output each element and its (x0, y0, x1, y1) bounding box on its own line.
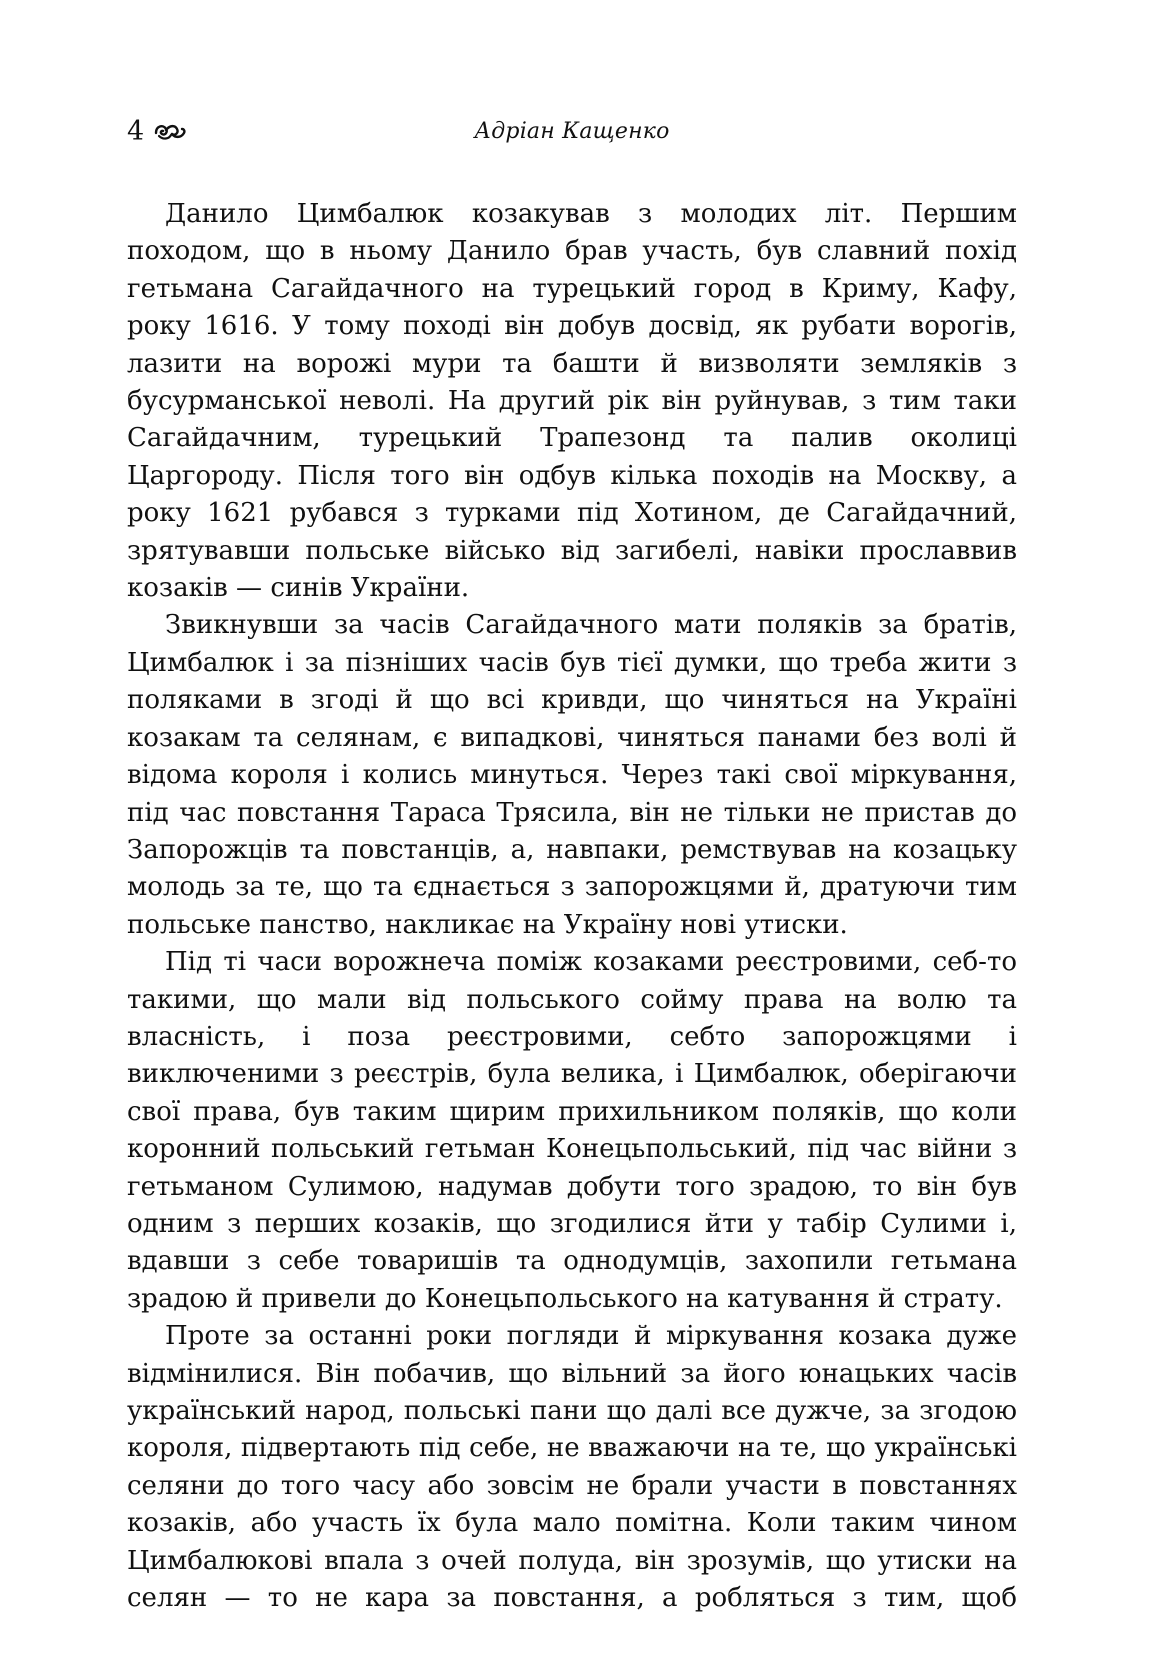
paragraph: Данило Цимбалюк козакував з молодих літ. Першим походом, що в ньому Данило брав участь, був славний похід гетьмана Сагайдачного на турецький город в Криму, Кафу, року 1616. У тому поході він добув досвід, як рубати ворогів, лазити на ворожі мури та башти й визволяти земляків з бусурманської неволі. На другий рік він руйнував, з тим таки Сагайдачним, турецький Трапезонд та палив околиці Царгороду. Після того він одбув кілька походів на Москву, а року 1621 рубався з турками під Хотином, де Сагайдачний, зрятувавши польське військо від загибелі, навіки прославвив козаків — синів України. (127, 199, 1017, 604)
paragraph: Звикнувши за часів Сагайдачного мати поляків за братів, Цимбалюк і за пізніших часів був тієї думки, що треба жити з поляками в згоді й що всі кривди, що чиняться на Україні козакам та селянам, є випадкові, чиняться панами без волі й відома короля і колись минуться. Через такі свої міркування, під час повстання Тараса Трясила, він не тільки не пристав до Запорожців та повстанців, а, навпаки, ремствував на козацьку молодь за те, що та єднається з запорожцями й, дратуючи тим польське панство, накликає на Україну нові утиски. (127, 610, 1017, 940)
body-text (127, 196, 1017, 1617)
paragraph: Проте за останні роки погляди й міркування козака дуже відмінилися. Він побачив, що вільний за його юнацьких часів український народ, польські пани що далі все дужче, за згодою короля, підвертають під себе, не вважаючи на те, що українські селяни до того часу або зовсім не брали участи в повстаннях козаків, або участь їх була мало помітна. Коли таким чином Цимбалюкові впала з очей полуда, він зрозумів, що утиски на селян — то не кара за повстання, а робляться з тим, щоб (127, 1321, 1017, 1614)
running-title: Адріан Кащенко (474, 119, 670, 144)
paragraph: Під ті часи ворожнеча поміж козаками реєстровими, себ-то такими, що мали від польського сойму права на волю та власність, і поза реєстровими, себто запорожцями і виключеними з реєстрів, була велика, і Цимбалюк, оберігаючи свої права, був таким щирим прихильником поляків, що коли коронний польський гетьман Конецьпольський, під час війни з гетьманом Сулимою, надумав добути того зрадою, то він був одним з перших козаків, що згодилися йти у табір Сулими і, вдавши з себе товаришів та однодумців, захопили гетьмана зрадою й привели до Конецьпольського на катування й страту. (127, 947, 1017, 1314)
running-head (127, 115, 1017, 155)
page-number: 4 (127, 116, 145, 147)
